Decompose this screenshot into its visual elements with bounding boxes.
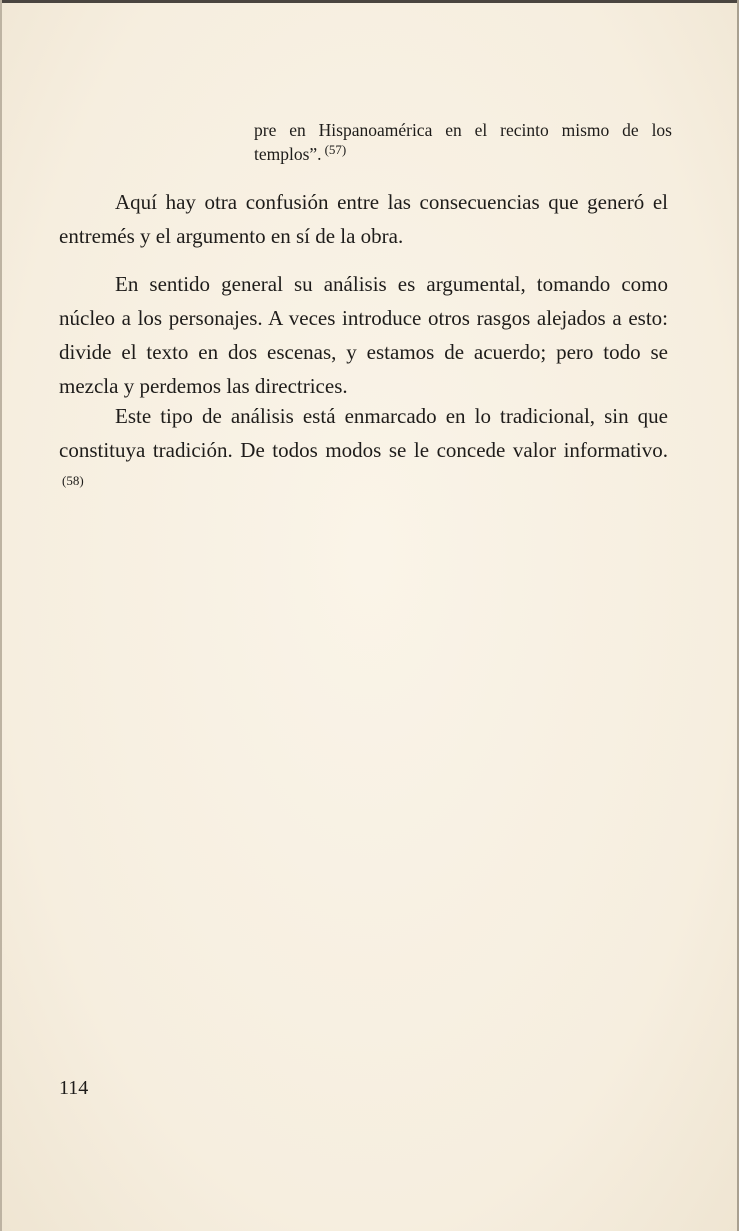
- page-number: 114: [59, 1077, 89, 1099]
- block-quote: [254, 118, 672, 166]
- paragraph-1: [59, 185, 668, 253]
- paragraph-3-text: Este tipo de análisis está enmarcado en lo tradicional, sin que constituya tradición. De todos modos se le concede valor informativo.: [59, 404, 668, 462]
- paragraph-3: [59, 399, 668, 501]
- footnote-ref-57: (57): [324, 142, 347, 157]
- paragraph-2-text: En sentido general su análisis es argumental, tomando como núcleo a los personajes. A veces introduce otros rasgos alejados a esto: divide el texto en dos escenas, y estamos de acuerdo; pero todo se mezcla y perdemos las directrices.: [59, 272, 668, 398]
- page-left-edge: [0, 0, 2, 1231]
- block-quote-text: pre en Hispanoamérica en el recinto mismo de los templos”.: [254, 120, 672, 164]
- page-top-edge: [0, 0, 739, 3]
- paragraph-2: [59, 267, 668, 403]
- footnote-ref-58: (58): [62, 473, 84, 488]
- paragraph-1-text: Aquí hay otra confusión entre las consecuencias que generó el entremés y el argumento en sí de la obra.: [59, 190, 668, 248]
